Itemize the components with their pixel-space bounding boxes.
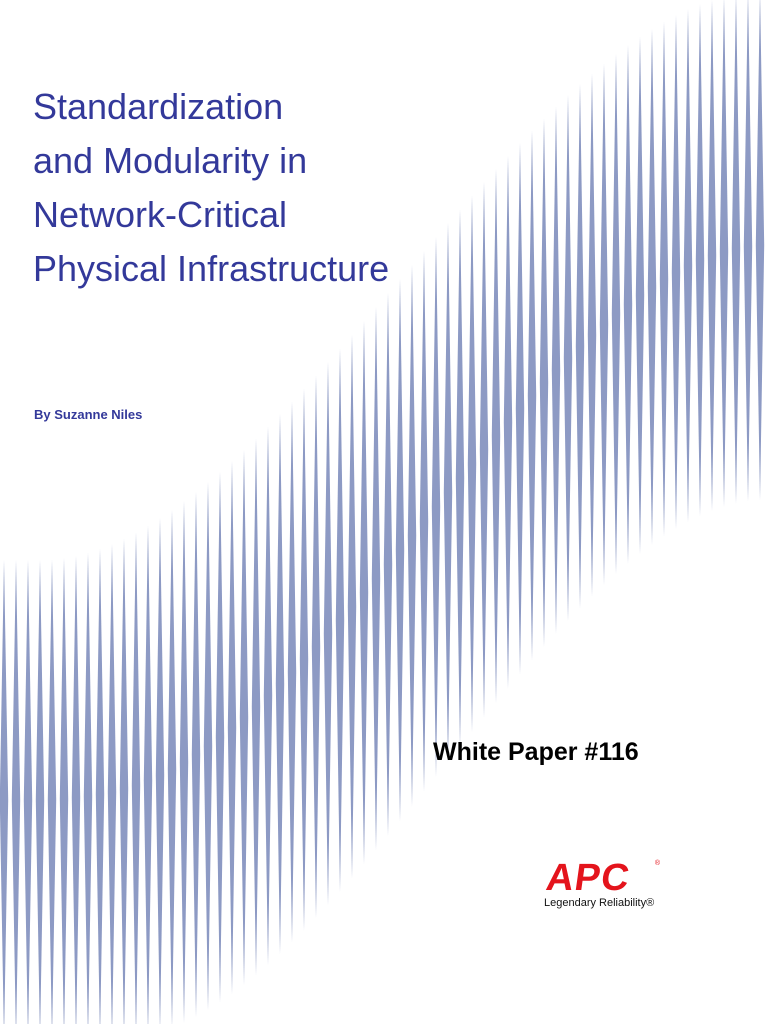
wave-stripe bbox=[504, 156, 512, 689]
wave-stripe bbox=[420, 251, 428, 792]
wave-stripe bbox=[120, 538, 128, 1024]
wave-stripe bbox=[348, 335, 356, 879]
wave-stripe bbox=[636, 36, 644, 554]
wave-stripe bbox=[432, 237, 440, 777]
wave-stripe bbox=[384, 293, 392, 836]
logo-wordmark: APC bbox=[543, 857, 633, 899]
author-byline: By Suzanne Niles bbox=[34, 407, 143, 422]
wave-stripe bbox=[672, 15, 680, 529]
title-line: Physical Infrastructure bbox=[33, 248, 390, 289]
wave-stripe bbox=[96, 548, 104, 1024]
wave-stripe bbox=[84, 552, 92, 1024]
wave-stripe bbox=[444, 223, 452, 762]
wave-stripe bbox=[468, 195, 476, 732]
wave-stripe bbox=[708, 0, 716, 511]
wave-stripe bbox=[540, 118, 548, 647]
wave-stripe bbox=[168, 510, 176, 1024]
wave-stripe bbox=[552, 106, 560, 633]
wave-stripe bbox=[732, 0, 740, 504]
registered-mark: ® bbox=[654, 860, 660, 867]
wave-stripe bbox=[492, 169, 500, 704]
wave-stripe bbox=[156, 518, 164, 1024]
wave-stripe bbox=[372, 307, 380, 850]
wave-stripe bbox=[744, 0, 752, 501]
wave-stripe bbox=[576, 84, 584, 609]
title-line: and Modularity in bbox=[33, 140, 308, 181]
document-title bbox=[33, 80, 389, 296]
wave-stripe bbox=[684, 9, 692, 522]
wave-stripe bbox=[720, 0, 728, 507]
wave-stripe bbox=[12, 560, 20, 1024]
wave-stripe bbox=[180, 501, 188, 1023]
wave-stripe bbox=[612, 54, 620, 574]
wave-stripe bbox=[588, 74, 596, 597]
wave-stripe bbox=[288, 401, 296, 942]
wave-stripe bbox=[648, 29, 656, 545]
wave-stripe bbox=[192, 492, 200, 1018]
wave-stripe bbox=[564, 95, 572, 621]
wave-stripe bbox=[528, 130, 536, 660]
wave-stripe bbox=[600, 63, 608, 585]
wave-stripe bbox=[756, 0, 764, 500]
wave-stripe bbox=[0, 560, 8, 1024]
wave-stripe bbox=[252, 438, 260, 975]
wave-stripe bbox=[36, 560, 44, 1024]
wave-stripe bbox=[216, 472, 224, 1003]
wave-stripe bbox=[24, 560, 32, 1024]
wave-stripe bbox=[516, 143, 524, 675]
wave-stripe bbox=[48, 559, 56, 1024]
wave-stripe bbox=[360, 321, 368, 865]
wave-stripe bbox=[276, 414, 284, 954]
wave-stripe bbox=[696, 4, 704, 516]
wave-stripe bbox=[336, 348, 344, 892]
white-paper-number: White Paper #116 bbox=[433, 738, 639, 766]
wave-stripe bbox=[312, 375, 320, 918]
wave-stripe bbox=[204, 482, 212, 1010]
title-line: Network-Critical bbox=[33, 194, 288, 235]
wave-stripe bbox=[480, 182, 488, 718]
wave-stripe bbox=[300, 388, 308, 930]
wave-stripe bbox=[132, 532, 140, 1024]
wave-stripe bbox=[144, 525, 152, 1024]
wave-stripe bbox=[324, 362, 332, 905]
wave-stripe bbox=[108, 544, 116, 1024]
apc-logo bbox=[543, 857, 662, 915]
wave-stripe bbox=[240, 450, 248, 986]
wave-stripe bbox=[264, 426, 272, 965]
wave-stripe bbox=[396, 279, 404, 822]
wave-stripe bbox=[660, 21, 668, 536]
wave-stripe bbox=[72, 556, 80, 1024]
wave-stripe bbox=[456, 209, 464, 747]
wave-stripe bbox=[228, 461, 236, 994]
logo-tagline: Legendary Reliability® bbox=[544, 897, 655, 909]
wave-stripe bbox=[60, 558, 68, 1024]
wave-stripe bbox=[624, 45, 632, 564]
wave-stripe bbox=[408, 265, 416, 807]
title-line: Standardization bbox=[33, 86, 284, 127]
